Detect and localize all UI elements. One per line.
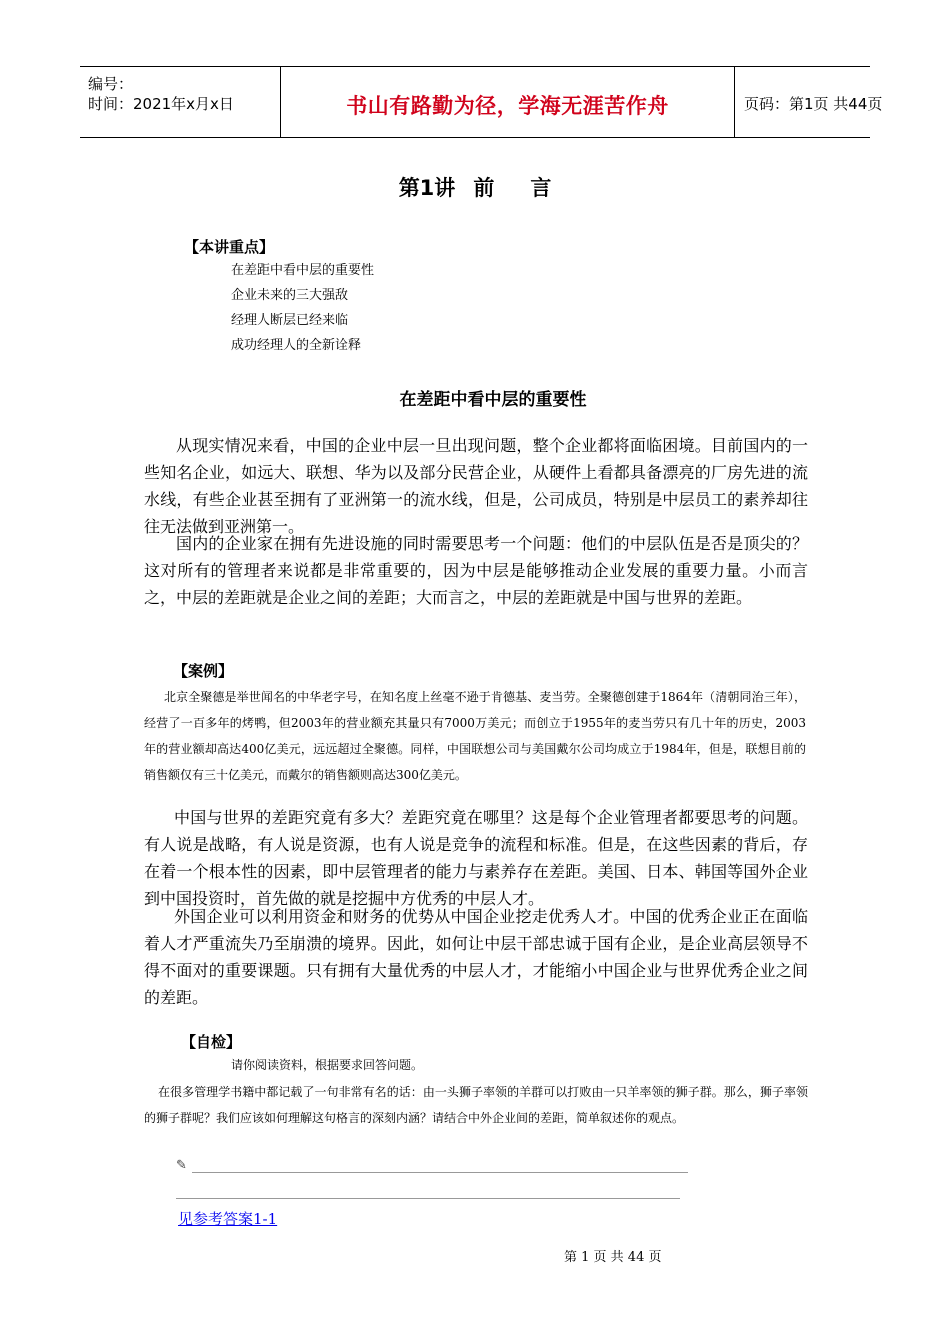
key-point-item: 在差距中看中层的重要性 <box>231 263 375 278</box>
key-point-item: 成功经理人的全新诠释 <box>231 338 362 353</box>
body-paragraph: 从现实情况来看，中国的企业中层一旦出现问题，整个企业都将面临困境。目前国内的一些知名企业，如远大、联想、华为以及部分民营企业，从硬件上看都具备漂亮的厂房先进的流水线，有些企业甚至拥有了亚洲第一的流水线，但是，公司成员，特别是中层员工的素养却往往无法做到亚洲第一。 <box>144 436 808 536</box>
case-text: 北京全聚德是举世闻名的中华老字号，在知名度上丝毫不逊于肯德基、麦当劳。全聚德创建于1864年（清朝同治三年），经营了一百多年的烤鸭，但2003年的营业额充其量只有7000万美元；而创立于1955年的麦当劳只有几十年的历史，2003年的营业额却高达400亿美元，远远超过全聚德。同样，中国联想公司与美国戴尔公司均成立于1984年，但是，联想目前的销售额仅有三十亿美元，而戴尔的销售额则高达300亿美元。 <box>144 690 806 782</box>
body-paragraph: 外国企业可以利用资金和财务的优势从中国企业挖走优秀人才。中国的优秀企业正在面临着人才严重流失乃至崩溃的境界。因此，如何让中层干部忠诚于国有企业，是企业高层领导不得不面对的重要课题。只有拥有大量优秀的中层人才，才能缩小中国企业与世界优秀企业之间的差距。 <box>144 907 808 1007</box>
header-info-cell <box>80 67 280 137</box>
lecture-title <box>0 172 950 202</box>
time-label: 时间：2021年x月x日 <box>88 95 234 113</box>
body-paragraph: 国内的企业家在拥有先进设施的同时需要思考一个问题：他们的中层队伍是否是顶尖的？这对所有的管理者来说都是非常重要的，因为中层是能够推动企业发展的重要力量。小而言之，中层的差距就是企业之间的差距；大而言之，中层的差距就是中国与世界的差距。 <box>144 534 808 607</box>
motto-text: 书山有路勤为径，学海无涯苦作舟 <box>346 94 669 118</box>
number-label: 编号： <box>88 75 134 93</box>
case-heading: 【案例】 <box>173 662 234 680</box>
header-motto-cell <box>280 67 735 137</box>
self-check-instruction: 请你阅读资料，根据要求回答问题。 <box>231 1058 424 1072</box>
key-points-list <box>231 262 374 362</box>
self-check-heading: 【自检】 <box>181 1033 242 1051</box>
answer-line[interactable] <box>176 1198 680 1199</box>
pen-icon: ✎ <box>176 1158 187 1173</box>
lecture-title-word1: 前 <box>473 176 495 200</box>
answer-line[interactable] <box>192 1172 688 1173</box>
section-title: 在差距中看中层的重要性 <box>399 390 587 410</box>
key-points-heading: 【本讲重点】 <box>184 238 275 256</box>
key-point-item: 经理人断层已经来临 <box>231 313 349 328</box>
document-header <box>80 66 883 138</box>
body-paragraph: 中国与世界的差距究竟有多大？差距究竟在哪里？这是每个企业管理者都要思考的问题。有人说是战略，有人说是资源，也有人说是竞争的流程和标准。但是，在这些因素的背后，存在着一个根本性的因素，即中层管理者的能力与素养存在差距。美国、日本、韩国等国外企业到中国投资时，首先做的就是挖掘中方优秀的中层人才。 <box>144 808 808 908</box>
lecture-title-word2: 言 <box>530 176 552 200</box>
page-footer: 第 1 页 共 44 页 <box>564 1250 662 1265</box>
self-check-question: 在很多管理学书籍中都记载了一句非常有名的话：由一头狮子率领的羊群可以打败由一只羊率领的狮子群。那么，狮子率领的狮子群呢？我们应该如何理解这句格言的深刻内涵？请结合中外企业间的差距，简单叙述你的观点。 <box>144 1085 808 1125</box>
reference-answer-link[interactable]: 见参考答案1-1 <box>178 1210 278 1228</box>
key-point-item: 企业未来的三大强敌 <box>231 288 349 303</box>
page-info: 页码：第1页 共44页 <box>744 95 883 113</box>
header-page-cell <box>734 67 883 137</box>
lecture-title-number: 第1讲 <box>398 176 456 200</box>
